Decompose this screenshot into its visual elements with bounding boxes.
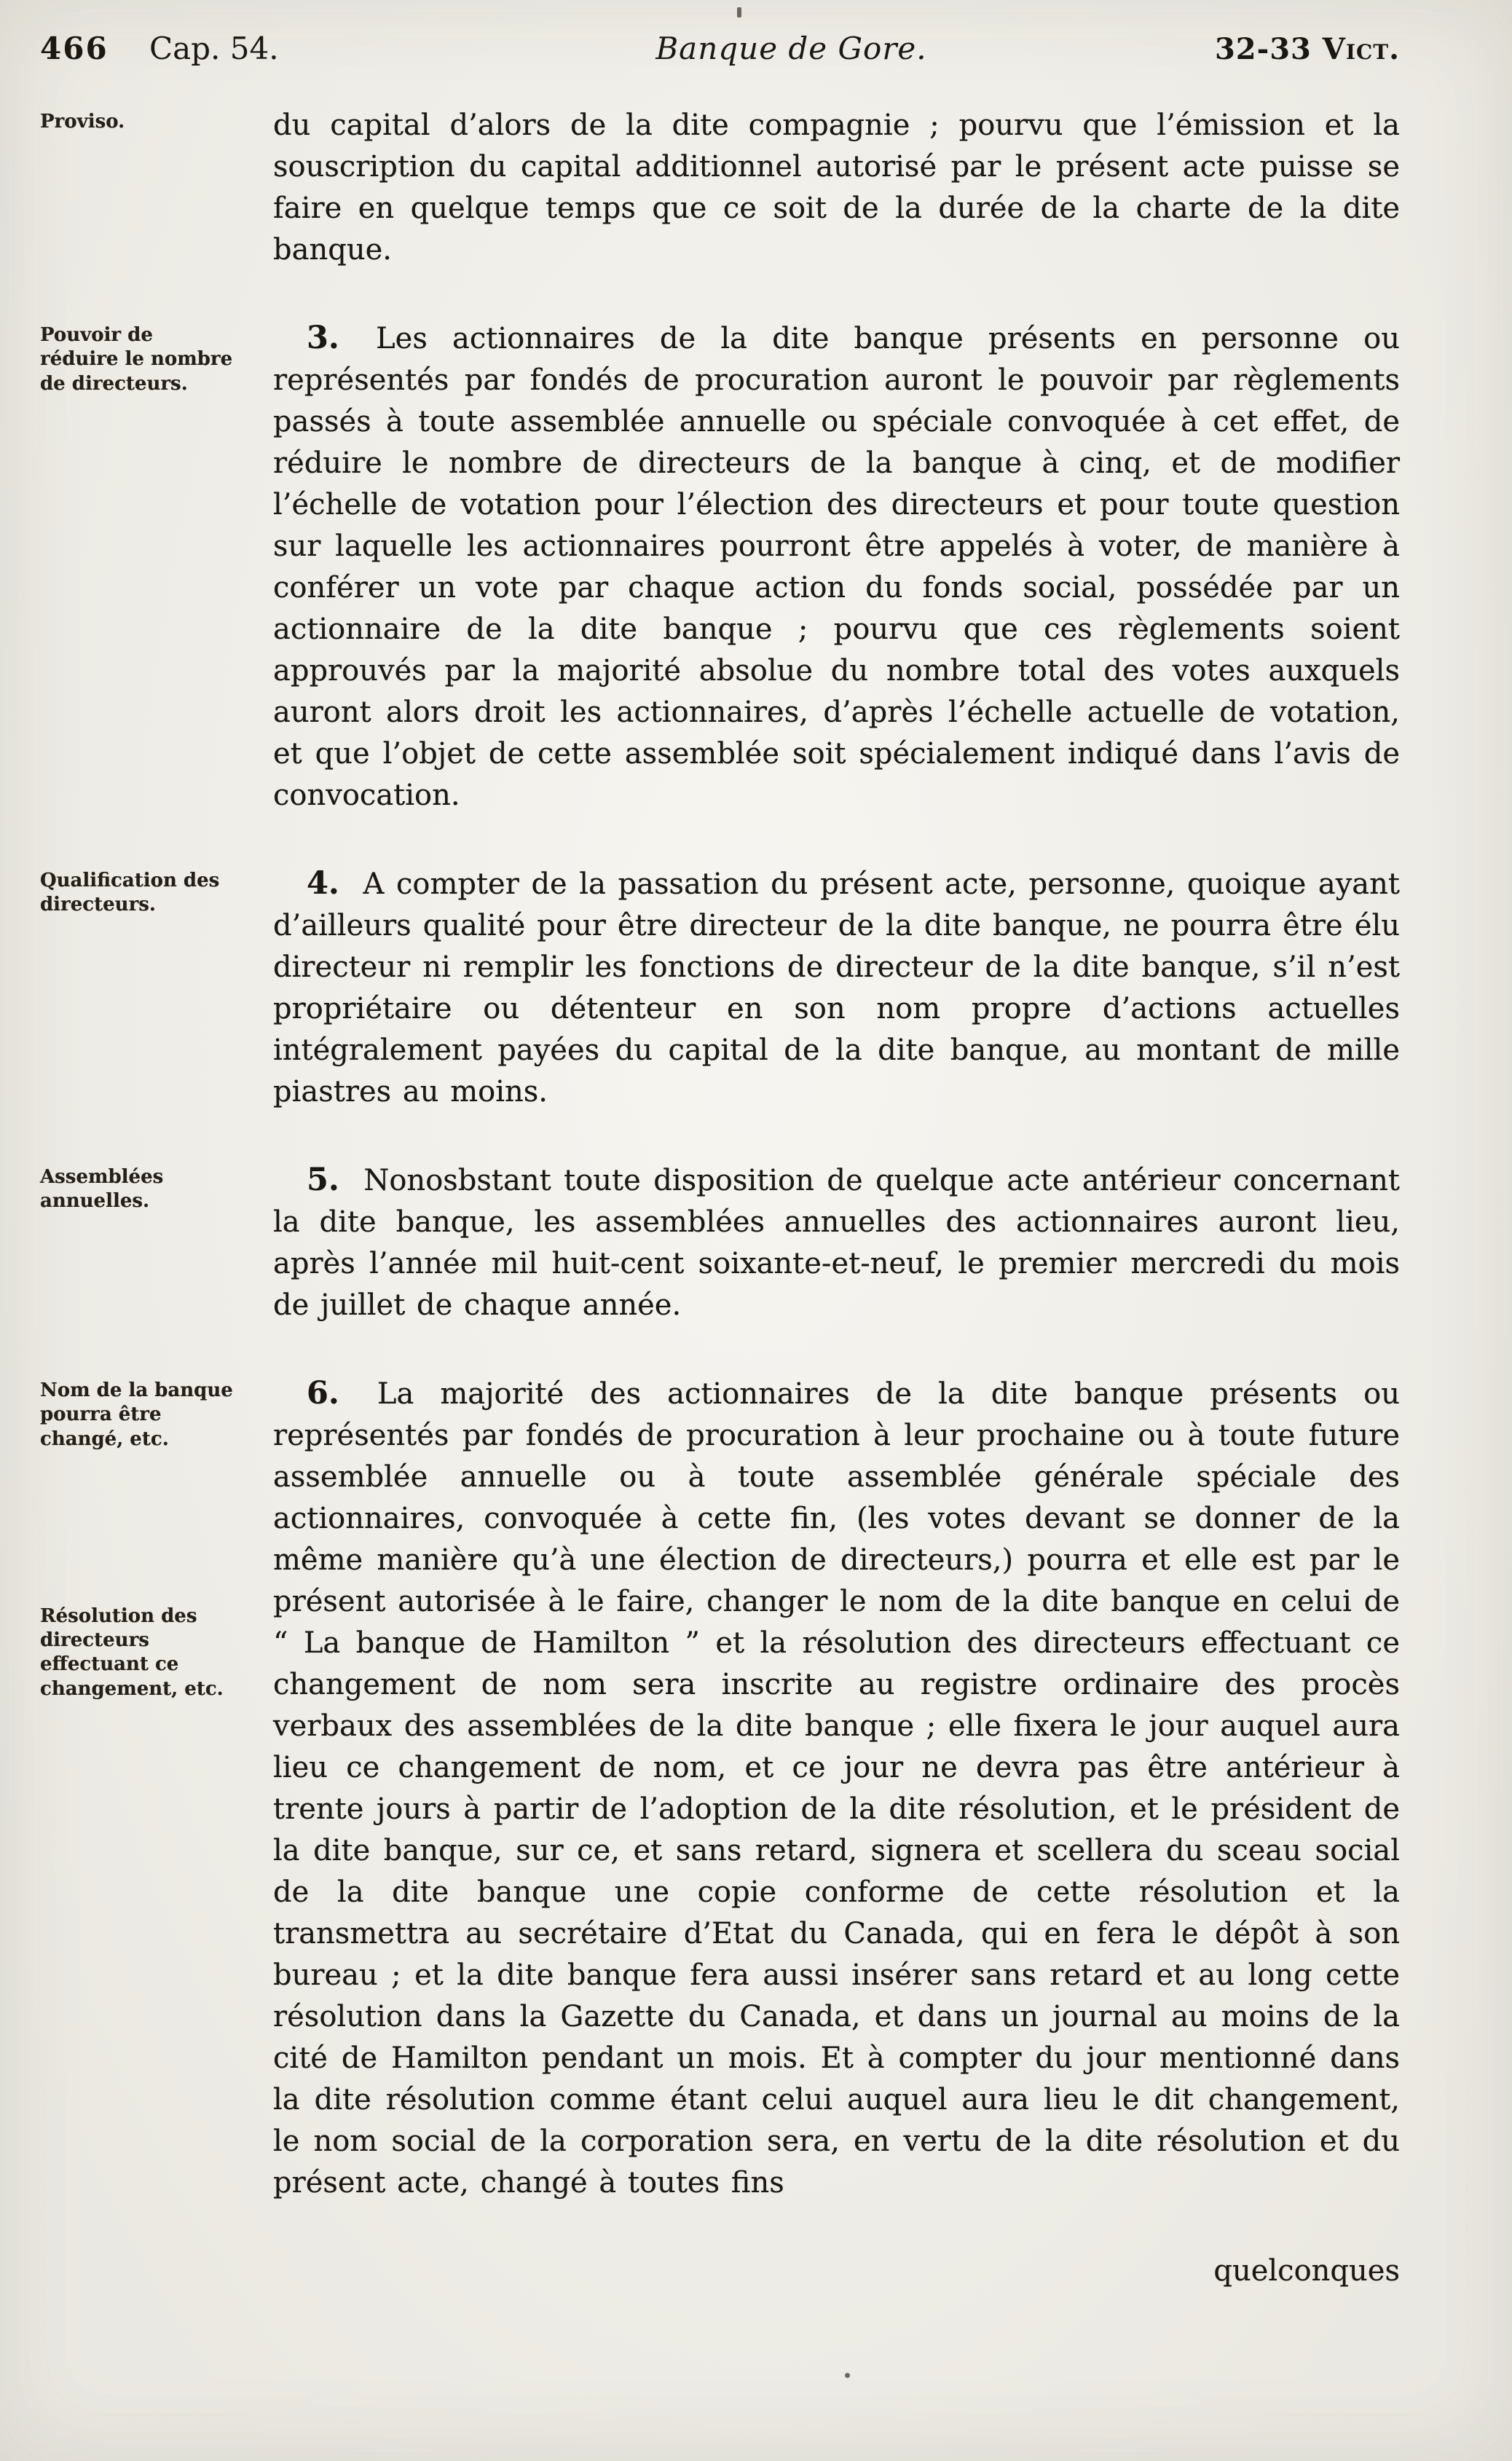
page-header bbox=[40, 31, 1400, 66]
statute-citation: 32-33 Vict. bbox=[1214, 32, 1400, 66]
section-5 bbox=[40, 1159, 1400, 1326]
section-4 bbox=[40, 863, 1400, 1113]
margin-column bbox=[40, 104, 273, 271]
page-number: 466 bbox=[40, 31, 109, 66]
running-title: Banque de Gore. bbox=[655, 31, 927, 66]
margin-column bbox=[40, 1373, 273, 2204]
body-column bbox=[273, 863, 1400, 1113]
paragraph-text: Les actionnaires de la dite banque présents en personne ou représentés par fondés de procuration auront le pouvoir par règlements passés à toute assemblée annuelle ou spéciale convoquée à cet effet, de réduire le nombre de directeurs de la banque à cinq, et de modifier l’échelle de votation pour l’élection des directeurs et pour toute question sur laquelle les actionnaires pourront être appelés à voter, de manière à conférer un vote par chaque action du fonds social, possédée par un actionnaire de la dite banque ; pourvu que ces règlements soient approuvés par la majorité absolue du nombre total des votes auxquels auront alors droit les actionnaires, d’après l’échelle actuelle de votation, et que l’objet de cette assemblée soit spécialement indiqué dans l’avis de convocation. bbox=[273, 322, 1401, 812]
section-number: 6. bbox=[307, 1375, 339, 1411]
paragraph-6 bbox=[273, 1373, 1400, 2204]
paragraph-4 bbox=[273, 863, 1400, 1113]
section-proviso bbox=[40, 104, 1400, 271]
body-column bbox=[273, 2251, 1400, 2292]
body-column bbox=[273, 318, 1400, 816]
margin-column bbox=[40, 2251, 273, 2292]
catchword-row bbox=[40, 2251, 1400, 2292]
scan-speck bbox=[845, 2373, 850, 2378]
margin-column bbox=[40, 1159, 273, 1326]
paragraph-text: Nonosbstant toute disposition de quelque acte antérieur concernant la dite banque, les assemblées annuelles des actionnaires auront lieu, après l’année mil huit-cent soixante-et-neuf, le premier mercredi du mois de juillet de chaque année. bbox=[273, 1164, 1400, 1322]
catchword: quelconques bbox=[1213, 2254, 1400, 2288]
sidenote-annual-meetings: Assemblées annuelles. bbox=[40, 1166, 164, 1213]
sidenote-resolution: Résolution des directeurs effectuant ce changement, etc. bbox=[40, 1604, 224, 1700]
scan-speck bbox=[737, 7, 741, 17]
sidenote-reduce-directors: Pouvoir de réduire le nombre de directeurs. bbox=[40, 324, 233, 395]
body-column bbox=[273, 1159, 1400, 1326]
section-3 bbox=[40, 318, 1400, 816]
body-column bbox=[273, 104, 1400, 271]
paragraph-proviso bbox=[273, 104, 1400, 271]
sidenote-proviso: Proviso. bbox=[40, 111, 125, 133]
paragraph-3 bbox=[273, 318, 1400, 816]
body-column bbox=[273, 1373, 1400, 2204]
sidenote-qualification: Qualification des directeurs. bbox=[40, 870, 220, 916]
margin-column bbox=[40, 318, 273, 816]
paragraph-text: du capital d’alors de la dite compagnie ; pourvu que l’émission et la souscription du capital additionnel autorisé par le présent acte puisse se faire en quelque temps que ce soit de la durée de la charte de la dite banque. bbox=[273, 109, 1400, 267]
section-number: 3. bbox=[307, 320, 339, 356]
paragraph-text: La majorité des actionnaires de la dite banque présents ou représentés par fondés de procuration à leur prochaine ou à toute future assemblée annuelle ou à toute assemblée générale spéciale des actionnaires, convoquée à cette fin, (les votes devant se donner de la même manière qu’à une élection de directeurs,) pourra et elle est par le présent autorisée à le faire, changer le nom de la dite banque en celui de “ La banque de Hamilton ” et la résolution des directeurs effectuant ce changement de nom sera inscrite au registre ordinaire des procès verbaux des assemblées de la dite banque ; elle fixera le jour auquel aura lieu ce changement de nom, et ce jour ne devra pas être antérieur à trente jours à partir de l’adoption de la dite résolution, et le président de la dite banque, sur ce, et sans retard, signera et scellera du sceau social de la dite banque une copie conforme de cette résolution et la transmettra au secrétaire d’Etat du Canada, qui en fera le dépôt à son bureau ; et la dite banque fera aussi insérer sans retard et au long cette résolution dans la Gazette du Canada, et dans un journal au moins de la cité de Hamilton pendant un mois. Et à compter du jour mentionné dans la dite résolution comme étant celui auquel aura lieu le dit changement, le nom social de la corporation sera, en vertu de la dite résolution et du présent acte, changé à toutes fins bbox=[273, 1377, 1401, 2200]
paragraph-5 bbox=[273, 1159, 1400, 1326]
section-number: 4. bbox=[307, 865, 339, 902]
sidenote-name-change: Nom de la banque pourra être changé, etc. bbox=[40, 1379, 233, 1450]
chapter-label: Cap. 54. bbox=[149, 31, 279, 66]
paragraph-text: A compter de la passation du présent acte, personne, quoique ayant d’ailleurs qualité pour être directeur de la dite banque, ne pourra être élu directeur ni remplir les fonctions de directeur de la dite banque, s’il n’est propriétaire ou détenteur en son nom propre d’actions actuelles intégralement payées du capital de la dite banque, au montant de mille piastres au moins. bbox=[273, 867, 1400, 1109]
margin-column bbox=[40, 863, 273, 1113]
section-number: 5. bbox=[307, 1162, 339, 1198]
section-6 bbox=[40, 1373, 1400, 2204]
